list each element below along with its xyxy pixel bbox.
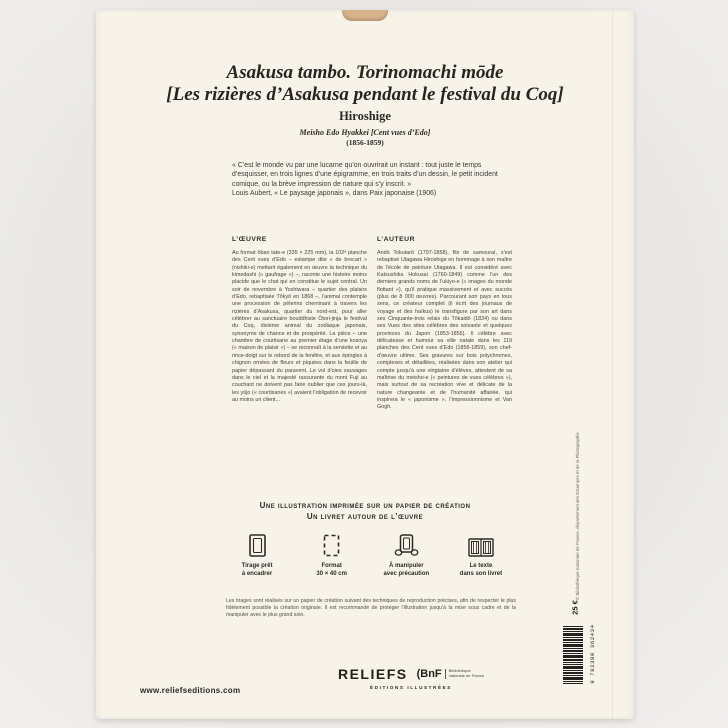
quote-text: « C’est le monde vu par une lucarne qu’on ouvrirait un instant : tout juste le temps d’esquisser, en trois lignes d’une épigramme, en trois traits d’un dessin, le petit incident comique, ou la brève impression de nature qui s’y inscrit. » xyxy=(232,162,498,188)
quote-block xyxy=(232,161,512,199)
barcode-number: 9 782380 362434 xyxy=(589,624,596,684)
feature-label: Le texte dans son livret xyxy=(459,563,503,577)
print-sleeve-back xyxy=(96,10,634,719)
booklet-icon xyxy=(446,531,516,557)
column-oeuvre xyxy=(232,236,367,412)
column-auteur-heading: L’AUTEUR xyxy=(377,236,415,243)
website-url: www.reliefseditions.com xyxy=(140,686,241,695)
features-heading-line1: Une illustration imprimée sur un papier de création xyxy=(259,501,471,510)
series-block xyxy=(96,128,634,148)
title-block xyxy=(96,62,634,124)
framed-print-icon xyxy=(222,531,292,557)
thumb-notch xyxy=(342,10,388,21)
price-tag: 25 € xyxy=(570,600,580,615)
format-icon xyxy=(297,531,367,557)
publisher-logos xyxy=(316,666,506,690)
reliefs-tagline: ÉDITIONS ILLUSTRÉES xyxy=(370,685,452,690)
barcode xyxy=(563,622,596,686)
feature-format xyxy=(297,531,367,578)
reliefs-logo: RELIEFS xyxy=(337,666,408,682)
features-heading-line2: Un livret autour de l’œuvre xyxy=(306,511,424,521)
column-auteur xyxy=(377,236,512,412)
feature-label: Format 30 × 40 cm xyxy=(316,563,347,577)
print-title-japanese: Asakusa tambo. Torinomachi mōde xyxy=(226,62,504,83)
quote-attribution: Louis Aubert, « Le paysage japonais », dans Paix japonaise (1906) xyxy=(232,190,437,198)
feature-handle-with-care xyxy=(371,531,441,578)
column-oeuvre-body: Au format ōban tate-e (335 × 225 mm), la 102ᵉ planche des Cent vues d’Edo – estampe dite « de brocart » (nishiki-e) mettant également en œuvre la technique du kimedashi (« gaufrage ») –, raconte une histoire moins placide que le chat qui en constitue le sujet central. Un soir de novembre à Yoshiwara – quartier des plaisirs d’Edo, rebaptisée Tōkyō en 1868 –, l’animal contemple une procession de pèlerins cheminant à travers les rizières d’Asakusa, quartier du nord-est, pour aller célébrer au sanctuaire bouddhiste Ōtori-jinja le festival du Coq, dixième animal du zodiaque japonais, synonyme de chance et de prospérité. La pièce – une chambre de courtisane au premier étage d’une kosoya (« maison de plaisir ») – se reconnaît à la serviette et au rince-doigt sur le rebord de la fenêtre, et aux épingles à chignon ornées de fleurs et piquées dans la feuille de papier dépassant du paravent. Le vol d’oies sauvages dans le ciel et la majesté rassurante du mont Fuji au couchant ne doivent pas faire oublier que ces jours-là, les yūjo (« courtisanes ») avaient l’obligation de recevoir au moins un client... xyxy=(232,250,367,403)
careful-handling-icon xyxy=(371,531,441,557)
print-title-french: [Les rizières d’Asakusa pendant le festival du Coq] xyxy=(166,84,564,105)
feature-booklet xyxy=(446,531,516,578)
legal-text: Les tirages sont réalisés sur un papier de création suivant des techniques de reproduction précises, afin de respecter le plus fidèlement possible la création originale. Il est recommandé de protéger l’illustration jusqu’à la mise sous cadre et de la manipuler avec le plus grand soin. xyxy=(226,598,516,618)
barcode-bars xyxy=(563,624,583,684)
feature-label: À manipuler avec précaution xyxy=(383,563,430,577)
features-heading xyxy=(96,501,634,522)
column-oeuvre-heading: L’ŒUVRE xyxy=(232,236,267,243)
artist-name: Hiroshige xyxy=(339,109,391,123)
text-columns xyxy=(232,236,512,412)
image-credit-vertical: © Bibliothèque nationale de France, département des Estampes et de la Photographie xyxy=(575,432,580,600)
bnf-logo: (BnF Bibliothèque nationale de France xyxy=(416,668,485,680)
feature-ready-to-frame xyxy=(222,531,292,578)
feature-label: Tirage prêt à encadrer xyxy=(241,563,273,577)
series-title: Meisho Edo Hyakkei [Cent vues d’Edo] xyxy=(299,128,431,137)
column-auteur-body: Andō Tokutarō (1797-1858), fils de samouraï, s’est rebaptisé Utagawa Hiroshige en hommage à son maître de l’école de peinture Utagawa. Il est considéré avec Katsushika Hokusai (1760-1849) comme l’un des derniers grands noms de l’ukiyo-e (« images du monde flottant »), qu’il pratique massivement et avec succès (plus de 8 000 œuvres). Parcourant son pays en tous sens, ce créateur complet (il écrit des journaux de voyage et des haïkus) le transfigure par son art dans ses Cinquante-trois relais du Tōkaidō (1834) ou dans ses Vues des sites célèbres des soixante et quelques provinces du Japon (1853-1856). Il célèbre avec délicatesse et humour sa ville natale dans les 119 planches des Cent vues d’Edo (1856-1859), son chef-d’œuvre ultime. Ses gravures sur bois polychromes, complexes et détaillées, réalisées dans son atelier qui compte jusqu’à une vingtaine d’élèves, attestent de sa maîtrise du meisho-e (« peintures de vues célèbres »), mais surtout de sa recréation vive et délicate de la nature changeante et de l’humanité affairée, qui inspirera le « japonisme », l’impressionnisme et Van Gogh. xyxy=(377,250,512,411)
features-row xyxy=(222,531,516,578)
series-dates: (1856-1859) xyxy=(346,138,384,147)
